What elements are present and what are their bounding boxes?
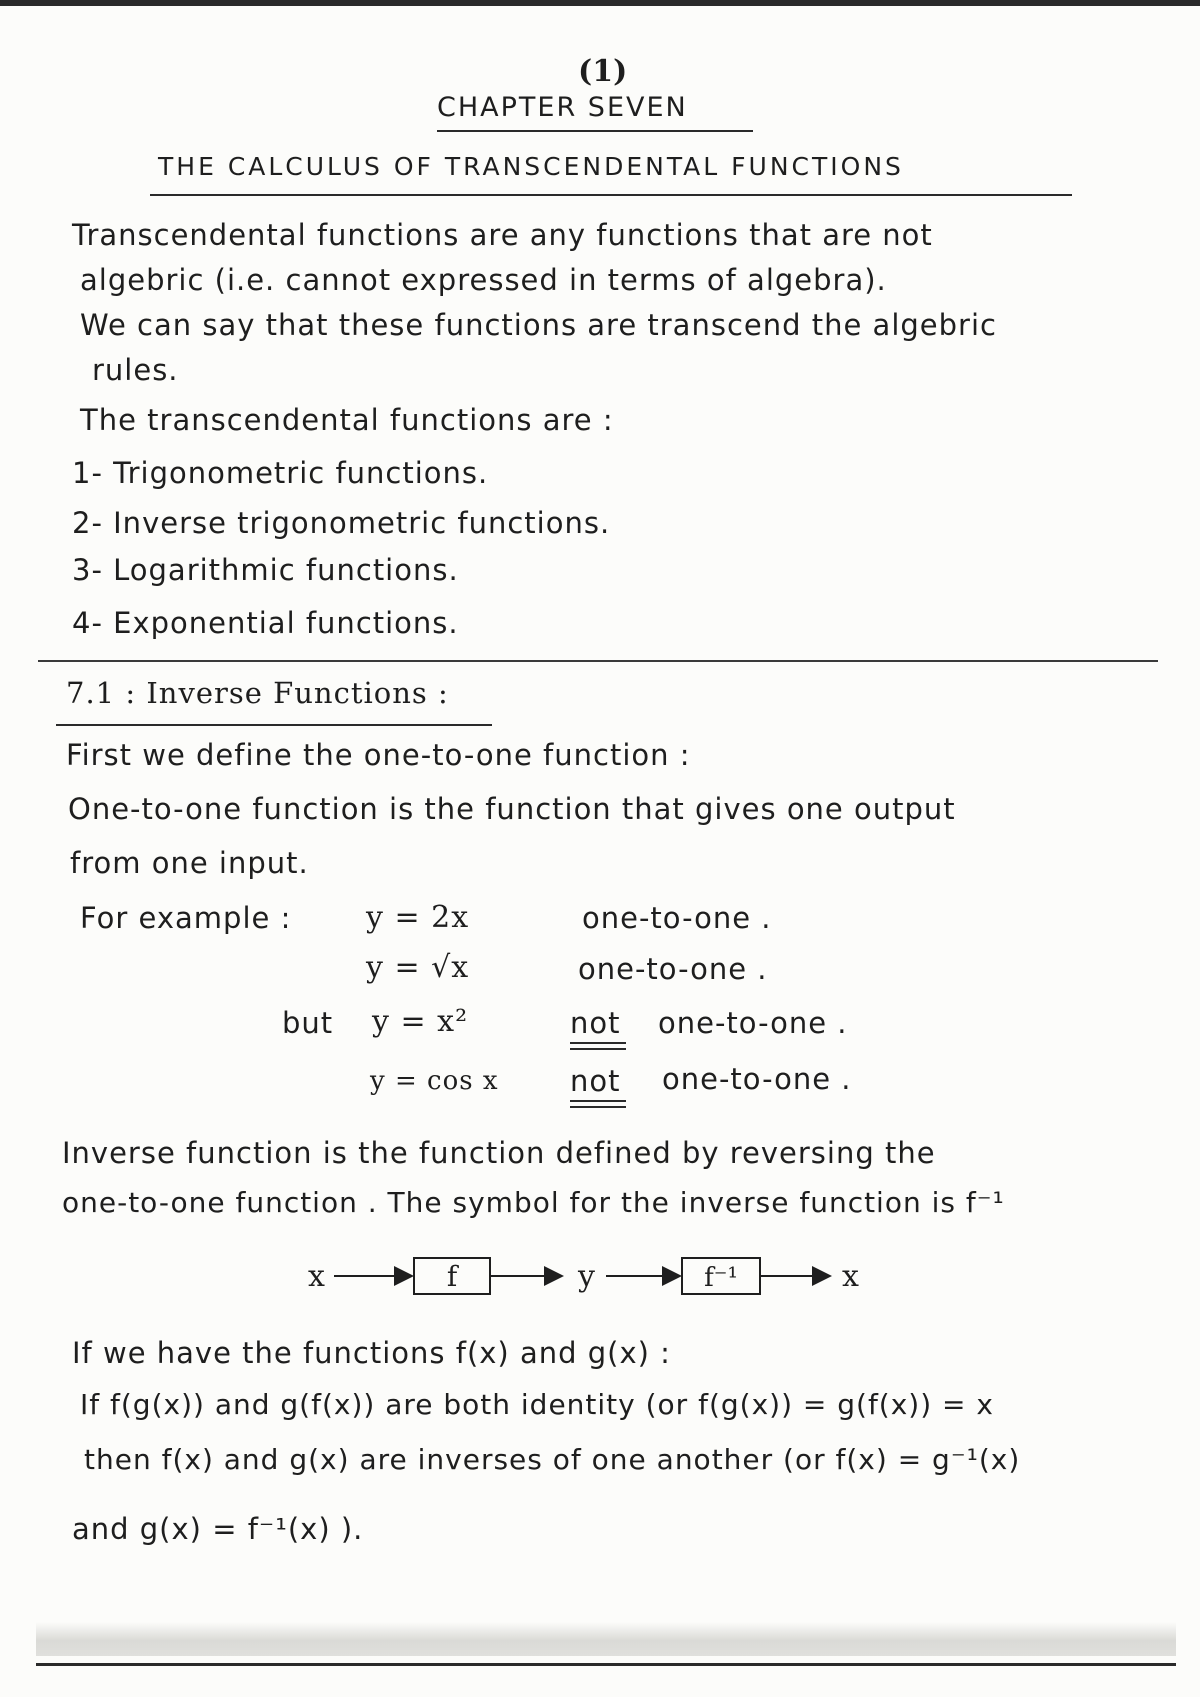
list-item-2: 2- Inverse trigonometric functions. [72, 506, 611, 540]
list-item-3: 3- Logarithmic functions. [72, 553, 459, 587]
example-lead: For example : [80, 901, 292, 935]
closing-line-1: If we have the functions f(x) and g(x) : [72, 1336, 671, 1370]
intro-line-2: algebric (i.e. cannot expressed in terms of algebra). [80, 263, 887, 297]
f-box-label: f [446, 1260, 458, 1293]
example-expr-1: y = 2x [366, 900, 470, 935]
section-divider [38, 660, 1158, 662]
page-number: (1) [578, 54, 628, 89]
top-border [0, 0, 1200, 6]
definition-line-3: from one input. [70, 846, 309, 880]
example-label-1: one-to-one . [582, 901, 772, 935]
not-underline-a [570, 1042, 626, 1044]
diagram-middle: y [578, 1259, 595, 1294]
chapter-underline [437, 130, 753, 132]
example-expr-2: y = √x [366, 950, 470, 985]
example-not-3: not [570, 1006, 621, 1040]
example-expr-3: y = x² [372, 1004, 469, 1039]
diagram-output: x [842, 1259, 859, 1294]
inverse-def-line-2: one-to-one function . The symbol for the inverse function is f⁻¹ [62, 1186, 1005, 1219]
diagram-svg [300, 1250, 900, 1300]
inverse-def-line-1: Inverse function is the function defined by reversing the [62, 1136, 936, 1170]
list-item-1: 1- Trigonometric functions. [72, 456, 489, 490]
not-underline-c [570, 1100, 626, 1102]
intro-line-1: Transcendental functions are any functions that are not [72, 218, 933, 252]
bottom-border [36, 1663, 1176, 1666]
inverse-function-diagram [300, 1250, 900, 1300]
intro-line-3: We can say that these functions are transcend the algebric [80, 308, 997, 342]
not-underline-b [570, 1048, 626, 1050]
example-label-2: one-to-one . [578, 952, 768, 986]
example-label-4: one-to-one . [662, 1062, 852, 1096]
chapter-heading: CHAPTER SEVEN [437, 92, 688, 123]
closing-line-4: and g(x) = f⁻¹(x) ). [72, 1512, 364, 1546]
example-expr-4: y = cos x [370, 1066, 499, 1096]
closing-line-2: If f(g(x)) and g(f(x)) are both identity (or f(g(x)) = g(f(x)) = x [80, 1388, 994, 1421]
section-heading-underline [56, 724, 492, 726]
example-but: but [282, 1006, 334, 1040]
closing-line-3: then f(x) and g(x) are inverses of one another (or f(x) = g⁻¹(x) [84, 1443, 1021, 1476]
title-underline [150, 194, 1072, 196]
page-title: THE CALCULUS OF TRANSCENDENTAL FUNCTIONS [158, 152, 904, 181]
not-underline-d [570, 1106, 626, 1108]
example-not-4: not [570, 1064, 621, 1098]
list-item-4: 4- Exponential functions. [72, 606, 459, 640]
diagram-input: x [308, 1259, 325, 1294]
definition-line-1: First we define the one-to-one function : [66, 738, 691, 772]
example-label-3: one-to-one . [658, 1006, 848, 1040]
intro-line-4: rules. [92, 353, 179, 387]
list-heading: The transcendental functions are : [80, 403, 614, 437]
finv-box-label: f⁻¹ [704, 1263, 738, 1293]
section-heading: 7.1 : Inverse Functions : [66, 676, 449, 710]
definition-line-2: One-to-one function is the function that gives one output [68, 792, 956, 826]
scan-shadow [36, 1622, 1176, 1656]
